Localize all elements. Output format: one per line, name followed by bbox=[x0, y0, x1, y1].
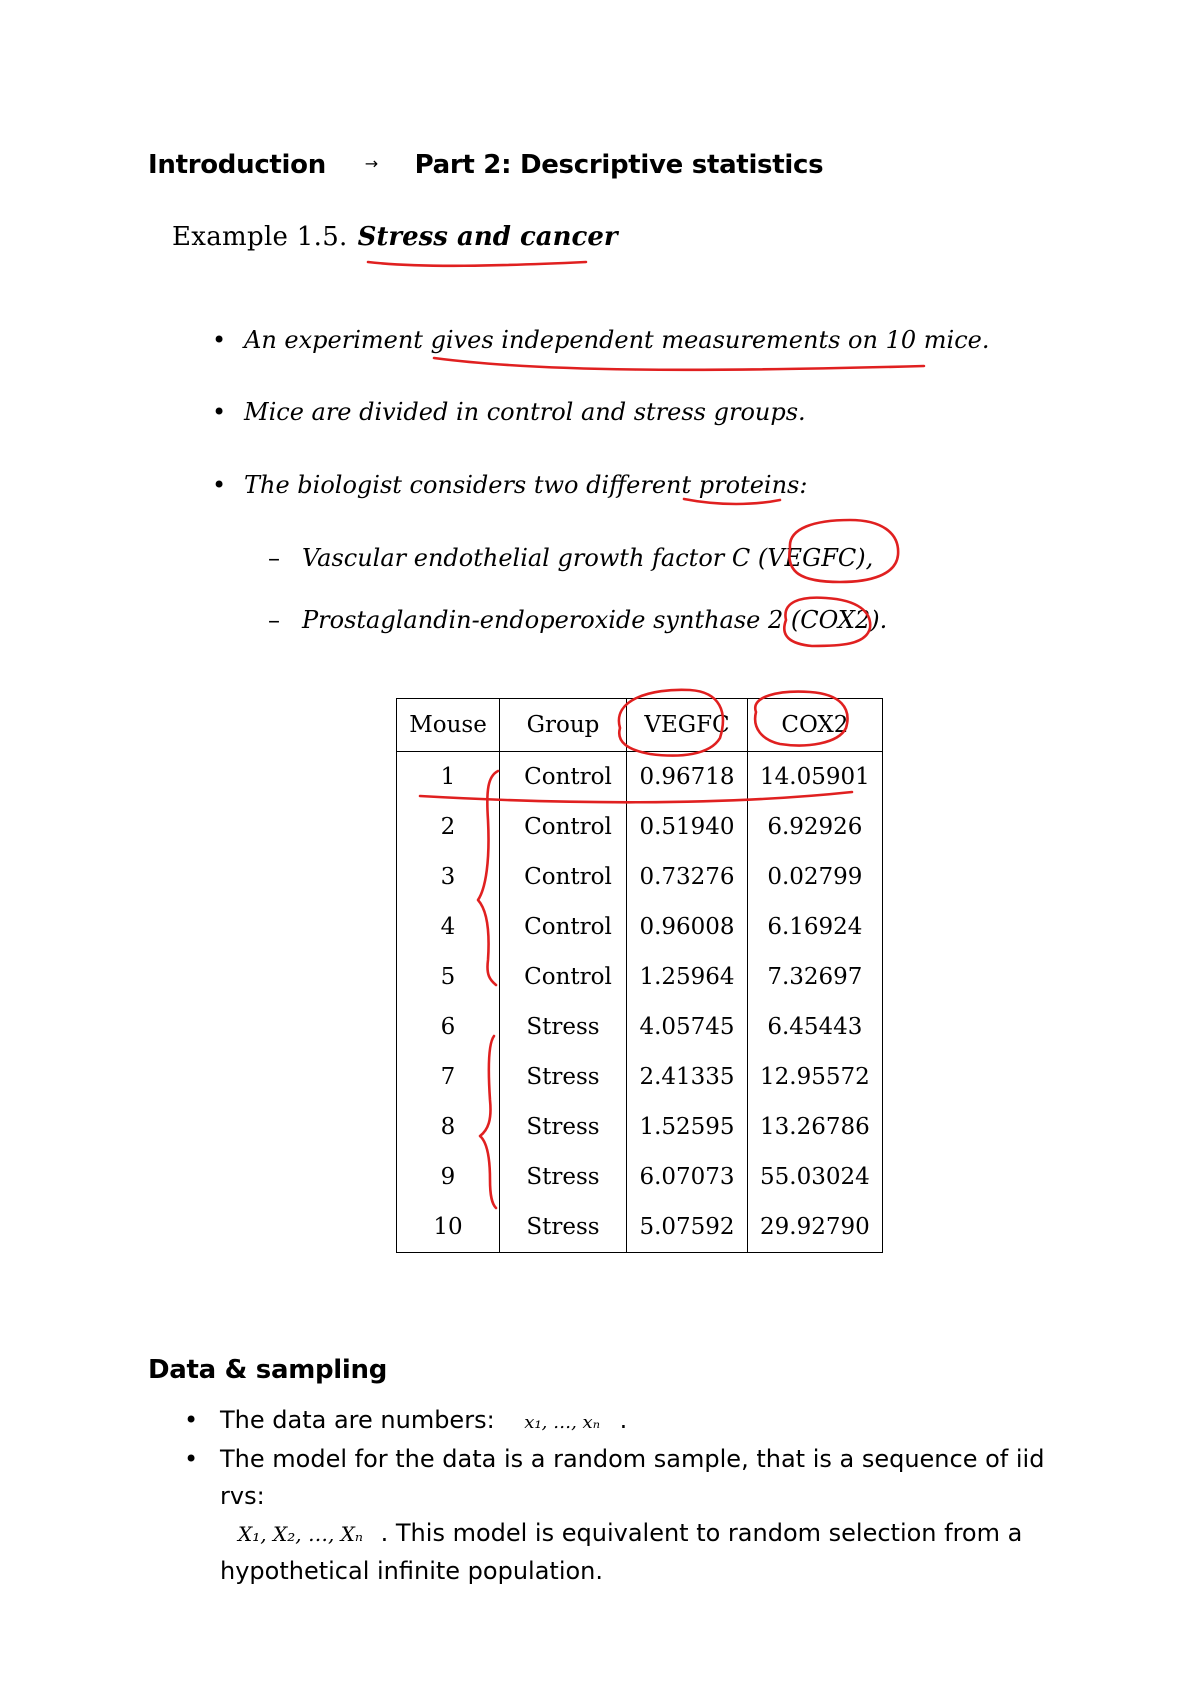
section-title-data-sampling: Data & sampling bbox=[148, 1355, 388, 1385]
cell-vegfc: 4.05745 bbox=[627, 1002, 748, 1052]
cell-mouse: 9 bbox=[397, 1152, 500, 1202]
bullet-dot-icon: • bbox=[184, 1445, 199, 1473]
table-row bbox=[397, 902, 883, 952]
list-item bbox=[184, 1441, 1084, 1590]
header-cox2: COX2 bbox=[748, 699, 883, 752]
cell-group: Control bbox=[500, 852, 627, 902]
protein-text: Prostaglandin-endoperoxide synthase 2 (COX2). bbox=[302, 606, 888, 634]
cell-cox2: 29.92790 bbox=[748, 1202, 883, 1253]
data-sampling-list bbox=[184, 1402, 1084, 1590]
cell-mouse: 2 bbox=[397, 802, 500, 852]
protein-text: Vascular endothelial growth factor C (VEGFC), bbox=[302, 544, 874, 572]
dash-icon: – bbox=[268, 544, 280, 572]
item2-math: X₁, X₂, …, Xₙ bbox=[238, 1522, 363, 1546]
example-topic: Stress and cancer bbox=[357, 222, 618, 252]
cell-vegfc: 0.96008 bbox=[627, 902, 748, 952]
item2-end: . This model is equivalent to random selection from a hypothetical infinite population. bbox=[220, 1519, 1023, 1585]
breadcrumb-section: Introduction bbox=[148, 150, 326, 180]
underline-stress-and-cancer bbox=[368, 262, 586, 266]
mice-data-table bbox=[396, 698, 883, 1253]
bullet-dot-icon: • bbox=[212, 326, 227, 354]
breadcrumb-arrow-icon: → bbox=[364, 154, 378, 173]
table-header-row bbox=[397, 699, 883, 752]
item1-end: . bbox=[619, 1406, 628, 1434]
cell-vegfc: 1.25964 bbox=[627, 952, 748, 1002]
table-row bbox=[397, 802, 883, 852]
breadcrumb-part: Part 2: Descriptive statistics bbox=[414, 150, 824, 180]
item1-math: x₁, …, xₙ bbox=[524, 1412, 600, 1433]
table-row bbox=[397, 1202, 883, 1253]
cell-group: Control bbox=[500, 752, 627, 803]
cell-mouse: 8 bbox=[397, 1102, 500, 1152]
item1-text: The data are numbers: bbox=[220, 1406, 495, 1434]
bullet-dot-icon: • bbox=[184, 1406, 199, 1434]
cell-mouse: 6 bbox=[397, 1002, 500, 1052]
cell-cox2: 6.16924 bbox=[748, 902, 883, 952]
bullet-dot-icon: • bbox=[212, 398, 227, 426]
cell-cox2: 55.03024 bbox=[748, 1152, 883, 1202]
bullet-text: Mice are divided in control and stress groups. bbox=[244, 398, 806, 426]
cell-cox2: 12.95572 bbox=[748, 1052, 883, 1102]
cell-group: Control bbox=[500, 902, 627, 952]
example-title bbox=[172, 222, 618, 252]
item2-text: The model for the data is a random sample, that is a sequence of iid rvs: bbox=[220, 1445, 1045, 1510]
cell-group: Stress bbox=[500, 1202, 627, 1253]
bullet-dot-icon: • bbox=[212, 471, 227, 499]
underline-proteins bbox=[684, 499, 780, 504]
list-item bbox=[184, 1402, 1084, 1441]
protein-cox2 bbox=[268, 606, 887, 634]
cell-vegfc: 0.96718 bbox=[627, 752, 748, 803]
cell-mouse: 7 bbox=[397, 1052, 500, 1102]
breadcrumb bbox=[148, 150, 823, 180]
cell-mouse: 4 bbox=[397, 902, 500, 952]
cell-mouse: 10 bbox=[397, 1202, 500, 1253]
table-row bbox=[397, 1102, 883, 1152]
header-vegfc: VEGFC bbox=[627, 699, 748, 752]
cell-group: Control bbox=[500, 802, 627, 852]
table-row bbox=[397, 1152, 883, 1202]
example-label: Example 1.5. bbox=[172, 222, 348, 252]
bullet-text: An experiment gives independent measurements on 10 mice. bbox=[244, 326, 990, 354]
table-row bbox=[397, 1052, 883, 1102]
cell-cox2: 14.05901 bbox=[748, 752, 883, 803]
protein-vegfc bbox=[268, 544, 873, 572]
cell-mouse: 5 bbox=[397, 952, 500, 1002]
header-group: Group bbox=[500, 699, 627, 752]
bullet-groups bbox=[212, 398, 806, 426]
cell-group: Stress bbox=[500, 1052, 627, 1102]
cell-cox2: 6.45443 bbox=[748, 1002, 883, 1052]
cell-group: Stress bbox=[500, 1002, 627, 1052]
table-row bbox=[397, 1002, 883, 1052]
header-mouse: Mouse bbox=[397, 699, 500, 752]
cell-group: Stress bbox=[500, 1152, 627, 1202]
cell-vegfc: 6.07073 bbox=[627, 1152, 748, 1202]
dash-icon: – bbox=[268, 606, 280, 634]
bullet-proteins bbox=[212, 471, 807, 499]
table-row bbox=[397, 852, 883, 902]
cell-group: Stress bbox=[500, 1102, 627, 1152]
cell-mouse: 1 bbox=[397, 752, 500, 803]
table-row bbox=[397, 752, 883, 803]
cell-cox2: 6.92926 bbox=[748, 802, 883, 852]
cell-vegfc: 2.41335 bbox=[627, 1052, 748, 1102]
cell-cox2: 7.32697 bbox=[748, 952, 883, 1002]
table-row bbox=[397, 952, 883, 1002]
cell-mouse: 3 bbox=[397, 852, 500, 902]
cell-vegfc: 5.07592 bbox=[627, 1202, 748, 1253]
cell-cox2: 13.26786 bbox=[748, 1102, 883, 1152]
bullet-experiment bbox=[212, 326, 989, 354]
bullet-text: The biologist considers two different proteins: bbox=[244, 471, 808, 499]
cell-vegfc: 1.52595 bbox=[627, 1102, 748, 1152]
cell-vegfc: 0.73276 bbox=[627, 852, 748, 902]
cell-group: Control bbox=[500, 952, 627, 1002]
cell-vegfc: 0.51940 bbox=[627, 802, 748, 852]
underline-measurements bbox=[434, 358, 924, 370]
cell-cox2: 0.02799 bbox=[748, 852, 883, 902]
